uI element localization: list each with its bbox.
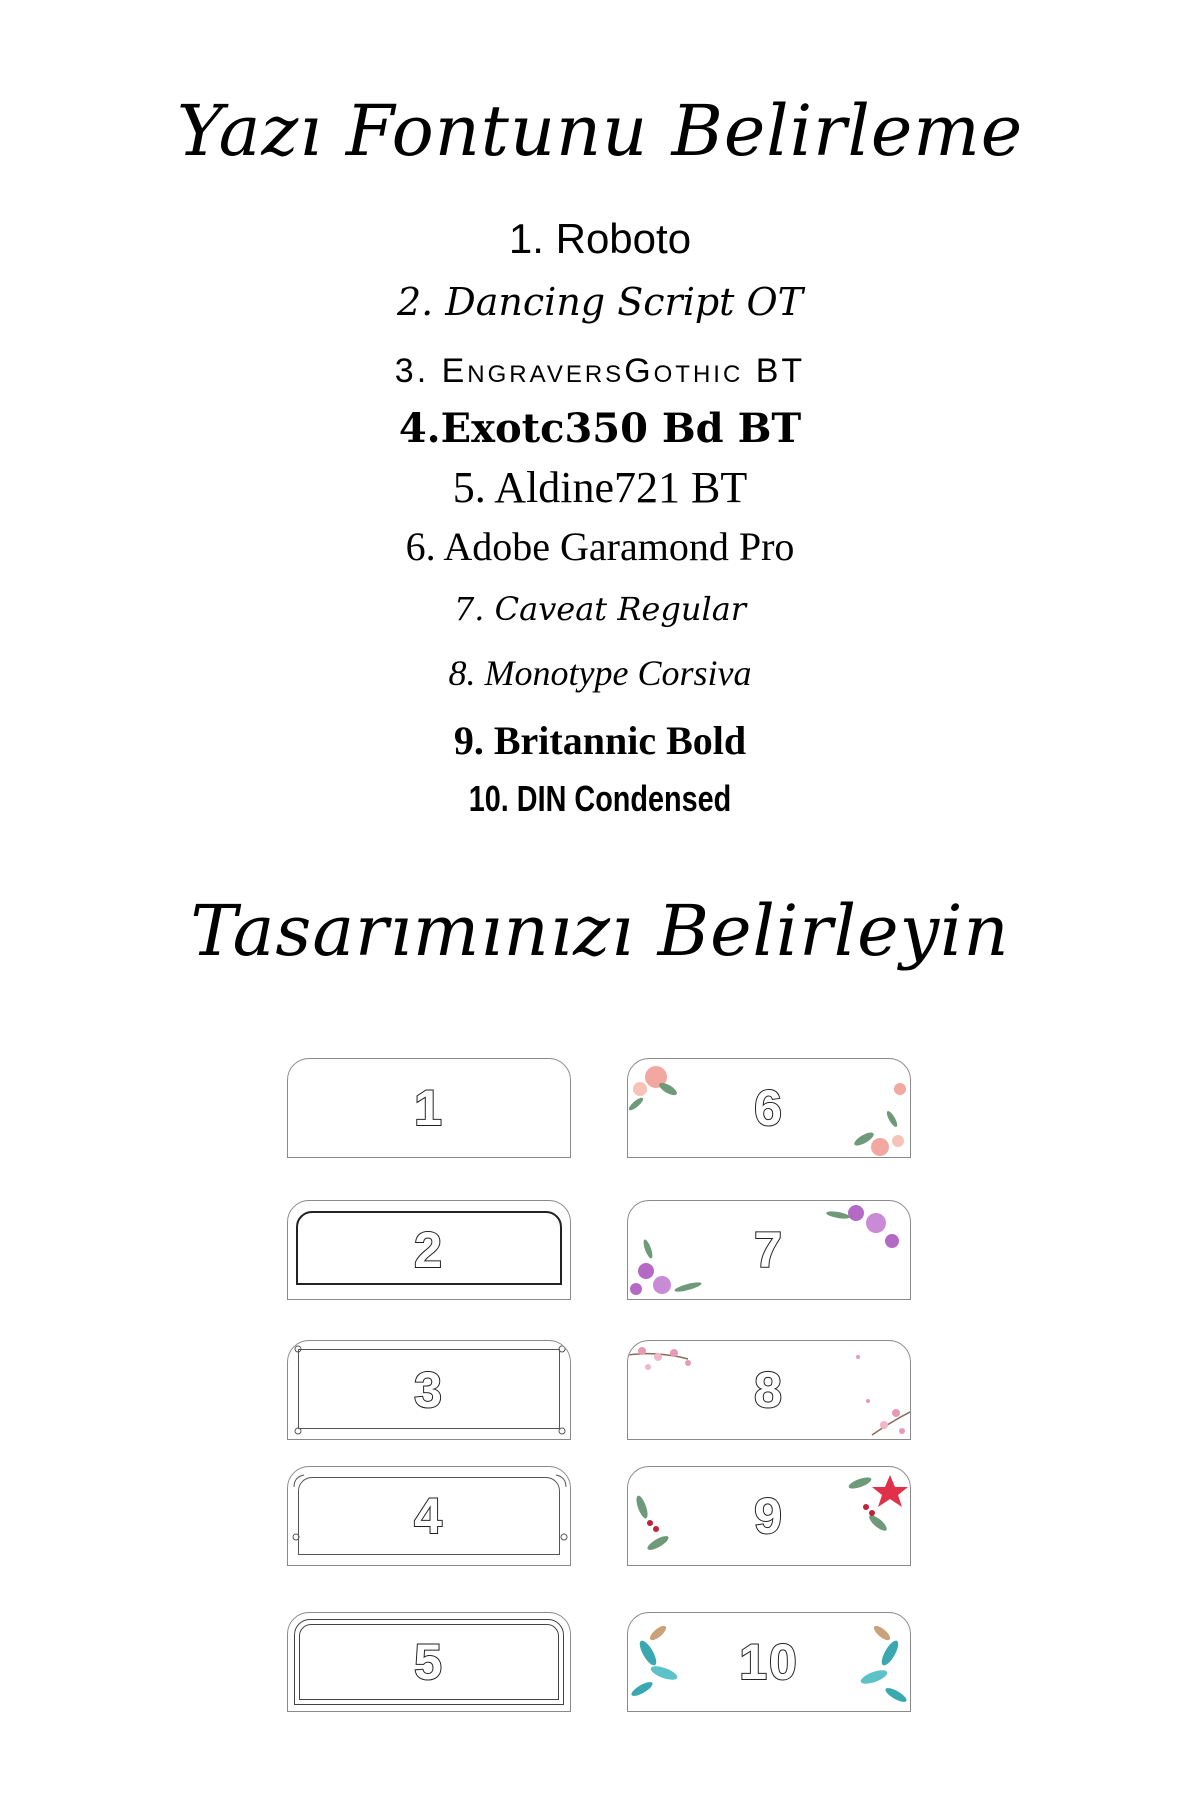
font-option-dancing-script: 2. Dancing Script OT (396, 280, 804, 324)
design-card-5 (287, 1612, 571, 1712)
font-option-monotype-corsiva: 8. Monotype Corsiva (448, 653, 752, 693)
design-card-4 (287, 1466, 571, 1566)
font-option-din-condensed: 10. DIN Condensed (468, 778, 732, 819)
design-card-7 (627, 1200, 911, 1300)
design-card-6 (627, 1058, 911, 1158)
design-number: 8 (754, 1362, 784, 1418)
font-option-engravers-gothic: 3. EngraversGothic BT (394, 352, 806, 390)
font-option-adobe-garamond: 6. Adobe Garamond Pro (405, 524, 795, 569)
design-card-9 (627, 1466, 911, 1566)
font-option-roboto: 1. Roboto (508, 215, 692, 262)
design-number: 10 (739, 1634, 799, 1690)
design-number: 1 (414, 1080, 444, 1136)
design-card-10 (627, 1612, 911, 1712)
font-section-title: Yazı Fontunu Belirleme (176, 90, 1024, 172)
design-card-1 (287, 1058, 571, 1158)
design-number: 2 (414, 1222, 444, 1278)
design-number: 7 (754, 1222, 784, 1278)
font-option-exotc350: 4.Exotc350 Bd BT (398, 405, 802, 452)
design-card-3 (287, 1340, 571, 1440)
design-section-title: Tasarımınızı Belirleyin (190, 890, 1010, 972)
design-card-8 (627, 1340, 911, 1440)
design-card-2 (287, 1200, 571, 1300)
design-number: 6 (754, 1080, 784, 1136)
font-option-aldine721: 5. Aldine721 BT (452, 463, 748, 512)
design-number: 3 (414, 1362, 444, 1418)
font-option-caveat: 7. Caveat Regular (453, 590, 747, 628)
font-option-britannic-bold: 9. Britannic Bold (453, 718, 747, 763)
design-number: 4 (414, 1488, 444, 1544)
design-number: 5 (414, 1634, 444, 1690)
design-number: 9 (754, 1488, 784, 1544)
